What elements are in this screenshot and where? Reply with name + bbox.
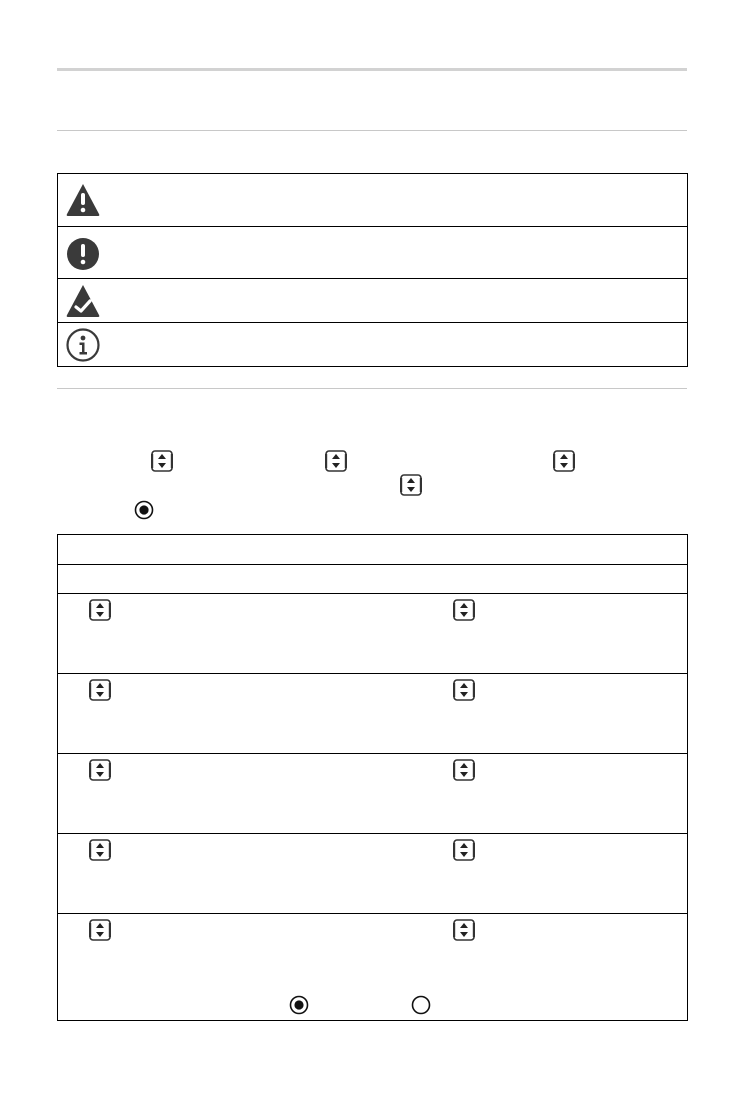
scroll-key-icon [325,450,347,472]
check-triangle-icon [65,283,101,319]
warning-triangle-icon [65,182,101,218]
scroll-key-icon[interactable] [89,679,111,701]
scroll-key-icon[interactable] [453,919,475,941]
table-header-row [58,535,687,565]
scroll-key-icon[interactable] [89,919,111,941]
scroll-key-icon [553,450,575,472]
section-divider-2 [57,388,687,389]
radio-selected-icon[interactable] [289,995,309,1015]
scroll-key-icon[interactable] [453,759,475,781]
table-row [58,754,687,834]
scroll-key-icon [151,450,173,472]
scroll-key-icon[interactable] [453,599,475,621]
radio-selected-icon [134,500,154,520]
scroll-key-icon[interactable] [89,839,111,861]
legend-row-info [58,323,687,366]
scroll-key-icon[interactable] [453,839,475,861]
scroll-key-icon[interactable] [89,599,111,621]
symbol-legend-table [57,173,688,367]
exclamation-circle-icon [65,236,101,272]
table-row [58,914,687,1021]
legend-row-warning [58,174,687,227]
legend-row-caution [58,227,687,279]
scroll-key-icon [400,474,422,496]
table-row [58,674,687,754]
header-rule [57,68,687,71]
scroll-key-icon[interactable] [453,679,475,701]
table-row [58,834,687,914]
scroll-key-icon[interactable] [89,759,111,781]
table-subheader-row [58,565,687,594]
radio-unselected-icon[interactable] [411,995,431,1015]
settings-table [57,534,688,1021]
section-divider [57,130,687,131]
table-row [58,594,687,674]
legend-row-success [58,279,687,323]
info-circle-icon [65,327,101,363]
